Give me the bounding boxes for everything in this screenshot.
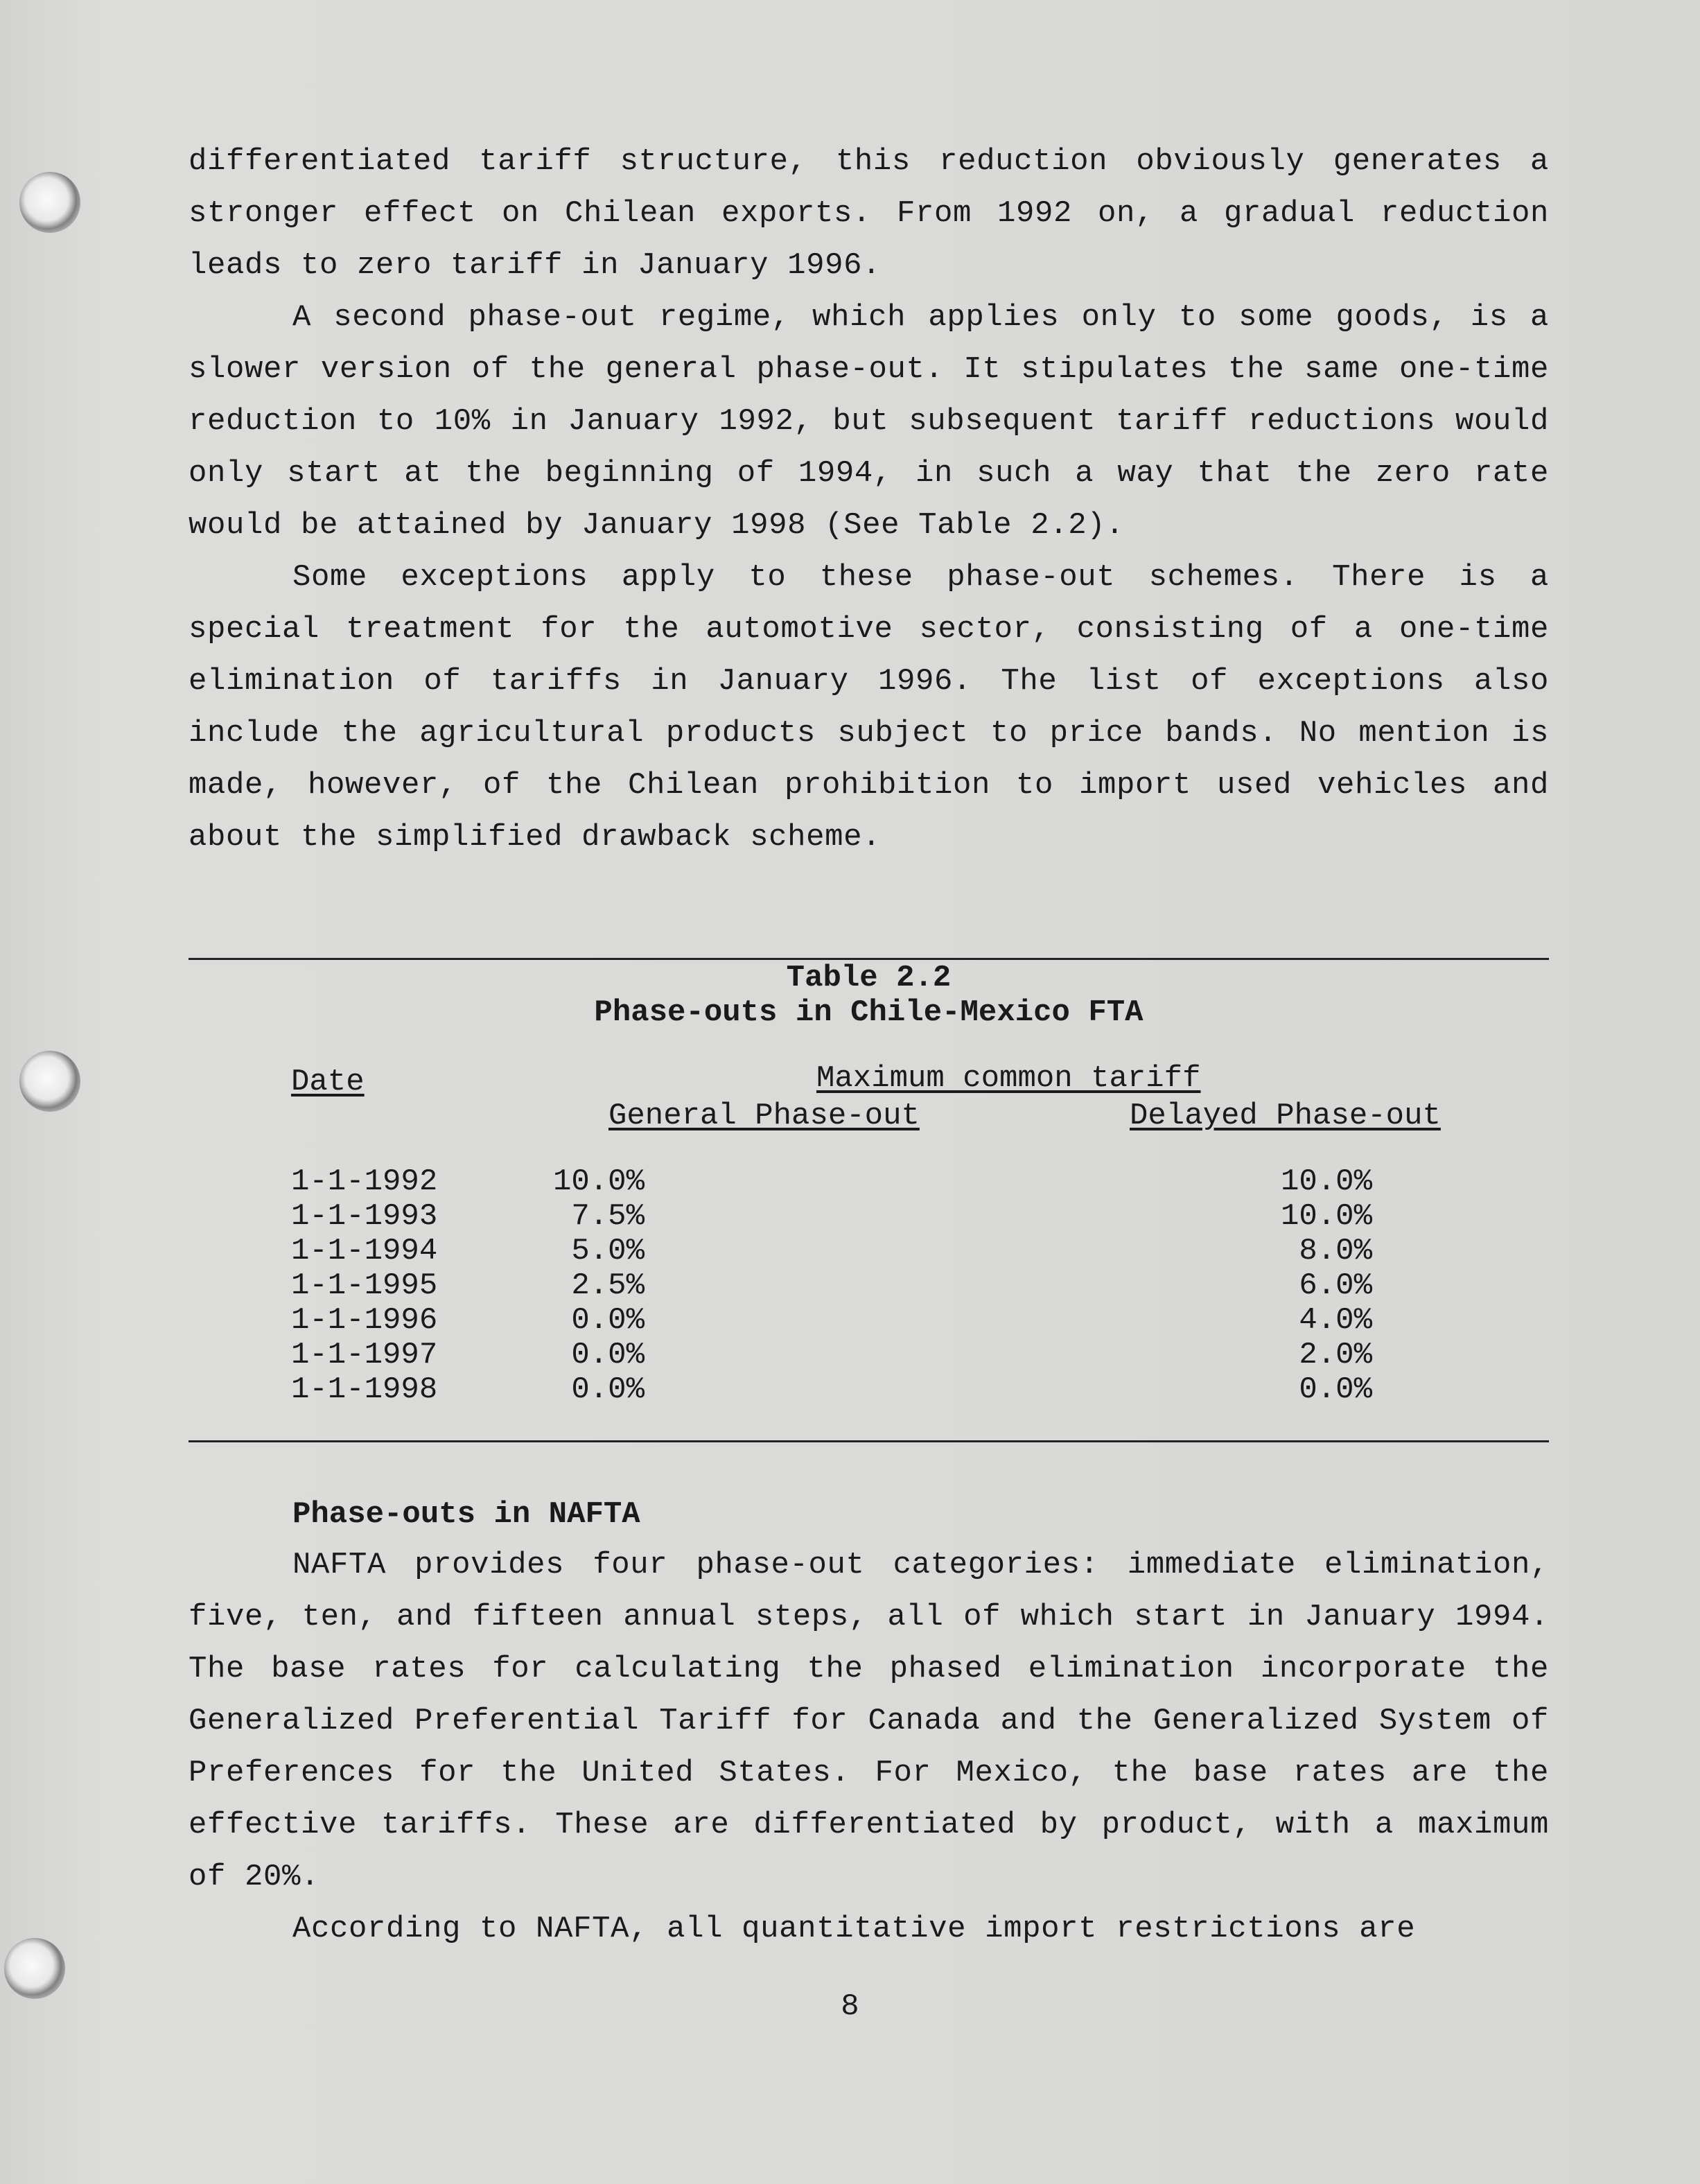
table-row [291,1164,1372,1199]
cell-delayed: 0.0% [1299,1372,1372,1407]
table-row [291,1303,1372,1338]
cell-delayed: 6.0% [1299,1268,1372,1303]
cell-general: 0.0% [571,1372,645,1407]
binder-hole-middle [19,1051,80,1112]
binder-hole-top [19,172,80,233]
paragraph: Some exceptions apply to these phase-out schemes. There is a special treatment for the automotive sector, consisting of a one-time elimination of tariffs in January 1996. The list of exceptions also include the agricultural products subject to price bands. No mention is made, however, of the Chilean prohibition to import used vehicles and about the simplified drawback scheme. [189,560,1549,855]
body-text-top [189,136,1549,864]
cell-general: 7.5% [571,1199,645,1234]
paragraph: According to NAFTA, all quantitative import restrictions are [292,1912,1416,1946]
cell-general: 5.0% [571,1234,645,1268]
cell-date: 1-1-1998 [291,1372,438,1407]
cell-delayed: 8.0% [1299,1234,1372,1268]
cell-general: 2.5% [571,1268,645,1303]
column-header-delayed: Delayed Phase-out [1130,1099,1441,1133]
body-text-bottom [189,1539,1549,1955]
table-row [291,1234,1372,1268]
paragraph: differentiated tariff structure, this reduction obviously generates a stronger effect on Chilean exports. From 1992 on, a gradual reduction leads to zero tariff in January 1996. [189,144,1549,283]
cell-date: 1-1-1996 [291,1303,438,1338]
table-body [291,1164,1372,1407]
cell-delayed: 10.0% [1280,1164,1372,1199]
table-bottom-rule [189,1440,1549,1442]
cell-delayed: 4.0% [1299,1303,1372,1338]
table-row [291,1199,1372,1234]
table-row [291,1338,1372,1372]
paragraph: A second phase-out regime, which applies only to some goods, is a slower version of the general phase-out. It stipulates the same one-time reduction to 10% in January 1992, but subsequent tariff reductions would only start at the beginning of 1994, in such a way that the zero rate would be attained by January 1998 (See Table 2.2). [189,300,1549,543]
cell-general: 0.0% [571,1338,645,1372]
column-header-general: General Phase-out [608,1099,920,1133]
cell-general: 10.0% [552,1164,645,1199]
cell-general: 0.0% [571,1303,645,1338]
paragraph: NAFTA provides four phase-out categories: immediate elimination, five, ten, and fifteen annual steps, all of which start in January 1994. The base rates for calculating the phased elimination incorporate the Generalized Preferential Tariff for Canada and the Generalized System of Preferences for the United States. For Mexico, the base rates are the effective tariffs. These are differentiated by product, with a maximum of 20%. [189,1548,1549,1894]
table-row [291,1372,1372,1407]
table-subtitle: Phase-outs in Chile-Mexico FTA [594,995,1143,1030]
section-heading: Phase-outs in NAFTA [292,1497,640,1532]
cell-date: 1-1-1994 [291,1234,438,1268]
cell-delayed: 10.0% [1280,1199,1372,1234]
column-header-date: Date [291,1065,365,1099]
table-title: Table 2.2 [786,961,952,995]
column-group-header: Maximum common tariff [816,1061,1201,1096]
cell-date: 1-1-1993 [291,1199,438,1234]
table-row [291,1268,1372,1303]
cell-date: 1-1-1992 [291,1164,438,1199]
cell-date: 1-1-1995 [291,1268,438,1303]
cell-delayed: 2.0% [1299,1338,1372,1372]
page-number: 8 [841,1989,859,2024]
cell-date: 1-1-1997 [291,1338,438,1372]
